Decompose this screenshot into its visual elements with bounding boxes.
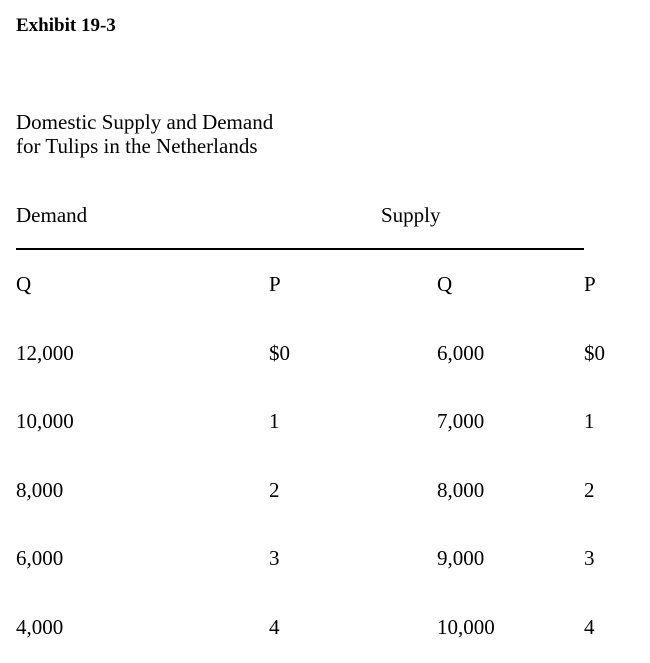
supply-group-label: Supply	[381, 203, 441, 227]
header-divider	[16, 248, 584, 250]
table-cell-demand-p: 4	[269, 615, 280, 639]
table-cell-demand-p: 1	[269, 409, 280, 433]
table-cell-demand-p: 2	[269, 478, 280, 502]
table-cell-supply-p: $0	[584, 341, 605, 365]
demand-group-label: Demand	[16, 203, 88, 227]
table-title-line-1: Domestic Supply and Demand	[16, 110, 274, 134]
table-cell-supply-p: 1	[584, 409, 595, 433]
table-cell-demand-p: 3	[269, 546, 280, 570]
column-header-supply-q: Q	[437, 272, 453, 296]
table-cell-supply-q: 8,000	[437, 478, 485, 502]
table-cell-demand-p: $0	[269, 341, 290, 365]
table-cell-supply-p: 3	[584, 546, 595, 570]
column-header-supply-p: P	[584, 272, 596, 296]
table-cell-demand-q: 6,000	[16, 546, 64, 570]
column-header-demand-p: P	[269, 272, 281, 296]
exhibit-label: Exhibit 19-3	[16, 15, 116, 36]
table-cell-supply-q: 10,000	[437, 615, 495, 639]
table-cell-demand-q: 4,000	[16, 615, 64, 639]
table-title-line-2: for Tulips in the Netherlands	[16, 134, 258, 158]
table-cell-demand-q: 8,000	[16, 478, 64, 502]
table-cell-supply-q: 9,000	[437, 546, 485, 570]
table-cell-supply-q: 6,000	[437, 341, 485, 365]
table-cell-demand-q: 10,000	[16, 409, 74, 433]
table-cell-supply-q: 7,000	[437, 409, 485, 433]
table-cell-demand-q: 12,000	[16, 341, 74, 365]
table-cell-supply-p: 4	[584, 615, 595, 639]
table-cell-supply-p: 2	[584, 478, 595, 502]
column-header-demand-q: Q	[16, 272, 32, 296]
